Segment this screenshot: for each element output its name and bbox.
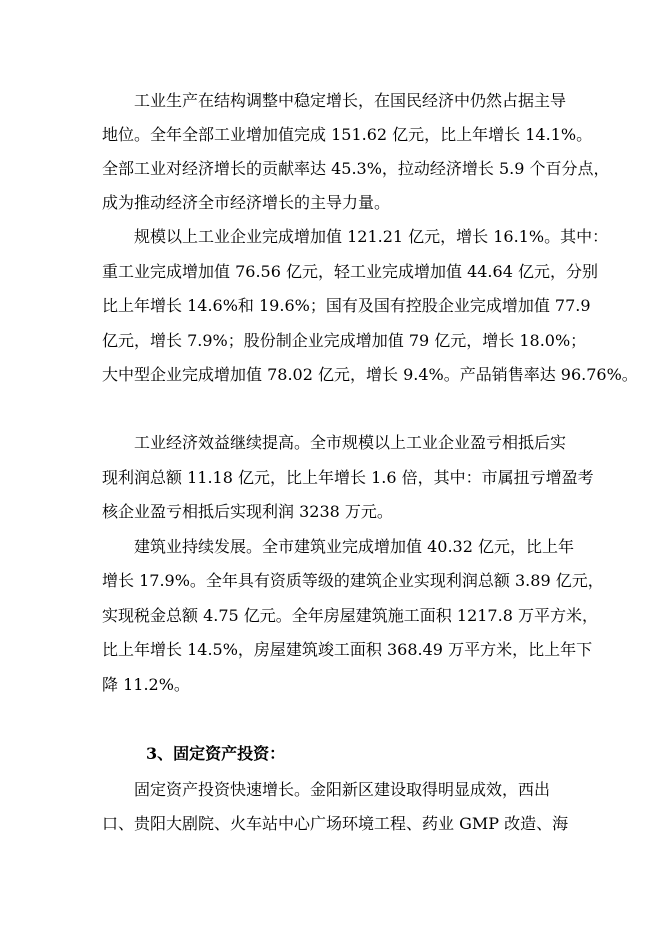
- section-heading: 3、固定资产投资：: [146, 744, 286, 763]
- text-line: 比上年增长 14.5%，房屋建筑竣工面积 368.49 万平方米，比上年下: [102, 640, 593, 659]
- text-line: 成为推动经济全市经济增长的主导力量。: [102, 193, 391, 212]
- text-line: 规模以上工业企业完成增加值 121.21 亿元，增长 16.1%。其中：: [134, 227, 609, 246]
- text-line: 建筑业持续发展。全市建筑业完成增加值 40.32 亿元，比上年: [134, 537, 574, 556]
- text-line: 实现税金总额 4.75 亿元。全年房屋建筑施工面积 1217.8 万平方米，: [102, 606, 598, 625]
- text-line: 亿元，增长 7.9%；股份制企业完成增加值 79 亿元，增长 18.0%；: [102, 331, 587, 350]
- text-line: 比上年增长 14.6%和 19.6%；国有及国有控股企业完成增加值 77.9: [102, 296, 591, 315]
- text-line: 重工业完成增加值 76.56 亿元，轻工业完成增加值 44.64 亿元，分别: [102, 262, 598, 281]
- text-line: 增长 17.9%。全年具有资质等级的建筑企业实现利润总额 3.89 亿元，: [102, 571, 604, 590]
- text-line: 地位。全年全部工业增加值完成 151.62 亿元，比上年增长 14.1%。: [102, 125, 593, 144]
- text-line: 现利润总额 11.18 亿元，比上年增长 1.6 倍，其中：市属扭亏增盈考: [102, 468, 594, 487]
- text-line: 工业生产在结构调整中稳定增长，在国民经济中仍然占据主导: [134, 91, 567, 110]
- text-line: 固定资产投资快速增长。金阳新区建设取得明显成效，西出: [134, 780, 551, 799]
- text-line: 全部工业对经济增长的贡献率达 45.3%，拉动经济增长 5.9 个百分点，: [102, 159, 610, 178]
- text-line: 大中型企业完成增加值 78.02 亿元，增长 9.4%。产品销售率达 96.76%。: [102, 365, 638, 384]
- text-line: 口、贵阳大剧院、火车站中心广场环境工程、药业 GMP 改造、海: [102, 814, 569, 833]
- text-line: 工业经济效益继续提高。全市规模以上工业企业盈亏相抵后实: [134, 433, 567, 452]
- text-line: 核企业盈亏相抵后实现利润 3238 万元。: [102, 502, 393, 521]
- text-line: 降 11.2%。: [102, 675, 190, 694]
